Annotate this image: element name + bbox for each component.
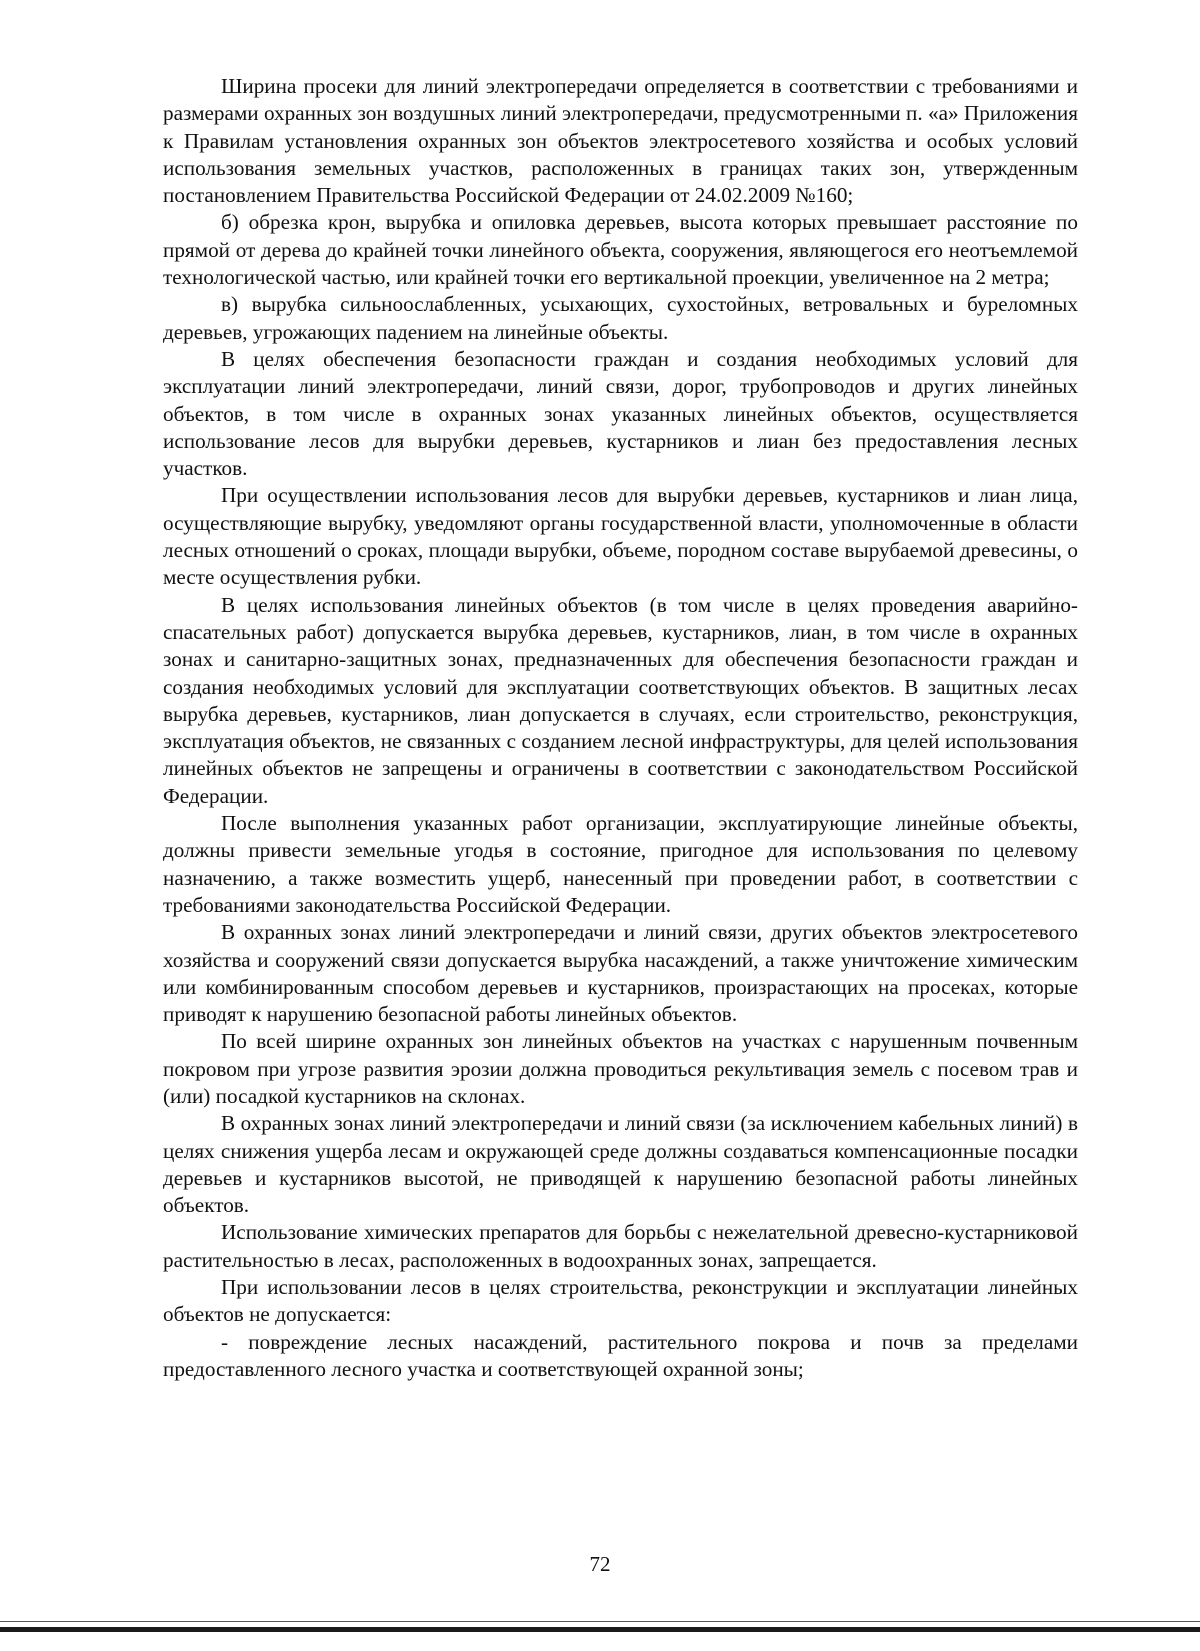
bottom-scan-edge — [0, 1627, 1200, 1632]
page-number: 72 — [589, 1552, 611, 1576]
paragraph-11: Использование химических препаратов для борьбы с нежелательной древесно-кустарниковой растительностью в лесах, расположенных в водоохранных зонах, запрещается. — [163, 1220, 1078, 1272]
paragraph-4: В целях обеспечения безопасности граждан и создания необходимых условий для эксплуатации линий электропередачи, линий связи, дорог, трубопроводов и других линейных объектов, в том числе в охранных зонах указанных линейных объектов, осуществляется использование лесов для вырубки деревьев, кустарников и лиан без предоставления лесных участков. — [163, 346, 1078, 481]
paragraph-6: В целях использования линейных объектов (в том числе в целях проведения аварийно-спасательных работ) допускается вырубка деревьев, кустарников, лиан, в том числе в охранных зонах и санитарно-защитных зонах, предназначенных для обеспечения безопасности граждан и создания необходимых условий для эксплуатации соответствующих объектов. В защитных лесах вырубка деревьев, кустарников, лиан допускается в случаях, если строительство, реконструкция, эксплуатация объектов, не связанных с созданием лесной инфраструктуры, для целей использования линейных объектов не запрещены и ограничены в соответствии с законодательством Российской Федерации. — [163, 592, 1078, 808]
document-body — [163, 73, 1078, 1383]
paragraph-13: - повреждение лесных насаждений, растительного покрова и почв за пределами предоставленного лесного участка и соответствующей охранной зоны; — [163, 1329, 1078, 1381]
paragraph-1: Ширина просеки для линий электропередачи определяется в соответствии с требованиями и размерами охранных зон воздушных линий электропередачи, предусмотренными п. «а» Приложения к Правилам установления охранных зон объектов электросетевого хозяйства и особых условий использования земельных участков, расположенных в границах таких зон, утвержденным постановлением Правительства Российской Федерации от 24.02.2009 №160; — [163, 74, 1078, 208]
bottom-scan-line-thin — [0, 1621, 1200, 1622]
paragraph-7: После выполнения указанных работ организации, эксплуатирующие линейные объекты, должны привести земельные угодья в состояние, пригодное для использования по целевому назначению, а также возместить ущерб, нанесенный при проведении работ, в соответствии с требованиями законодательства Российской Федерации. — [163, 811, 1078, 917]
paragraph-12: При использовании лесов в целях строительства, реконструкции и эксплуатации линейных объектов не допускается: — [163, 1275, 1078, 1327]
paragraph-3: в) вырубка сильноослабленных, усыхающих, сухостойных, ветровальных и буреломных деревьев, угрожающих падением на линейные объекты. — [163, 292, 1078, 344]
paragraph-9: По всей ширине охранных зон линейных объектов на участках с нарушенным почвенным покровом при угрозе развития эрозии должна проводиться рекультивация земель с посевом трав и (или) посадкой кустарников на склонах. — [163, 1029, 1078, 1108]
paragraph-2: б) обрезка крон, вырубка и опиловка деревьев, высота которых превышает расстояние по прямой от дерева до крайней точки линейного объекта, сооружения, являющегося его неотъемлемой технологической частью, или крайней точки его вертикальной проекции, увеличенное на 2 метра; — [163, 210, 1078, 290]
paragraph-10: В охранных зонах линий электропередачи и линий связи (за исключением кабельных линий) в целях снижения ущерба лесам и окружающей среде должны создаваться компенсационные посадки деревьев и кустарников высотой, не приводящей к нарушению безопасной работы линейных объектов. — [163, 1111, 1078, 1218]
paragraph-8: В охранных зонах линий электропередачи и линий связи, других объектов электросетевого хозяйства и сооружений связи допускается вырубка насаждений, а также уничтожение химическим или комбинированным способом деревьев и кустарников, произрастающих на просеках, которые приводят к нарушению безопасной работы линейных объектов. — [163, 920, 1078, 1027]
paragraph-5: При осуществлении использования лесов для вырубки деревьев, кустарников и лиан лица, осуществляющие вырубку, уведомляют органы государственной власти, уполномоченные в области лесных отношений о сроках, площади вырубки, объеме, породном составе вырубаемой древесины, о месте осуществления рубки. — [163, 483, 1078, 590]
